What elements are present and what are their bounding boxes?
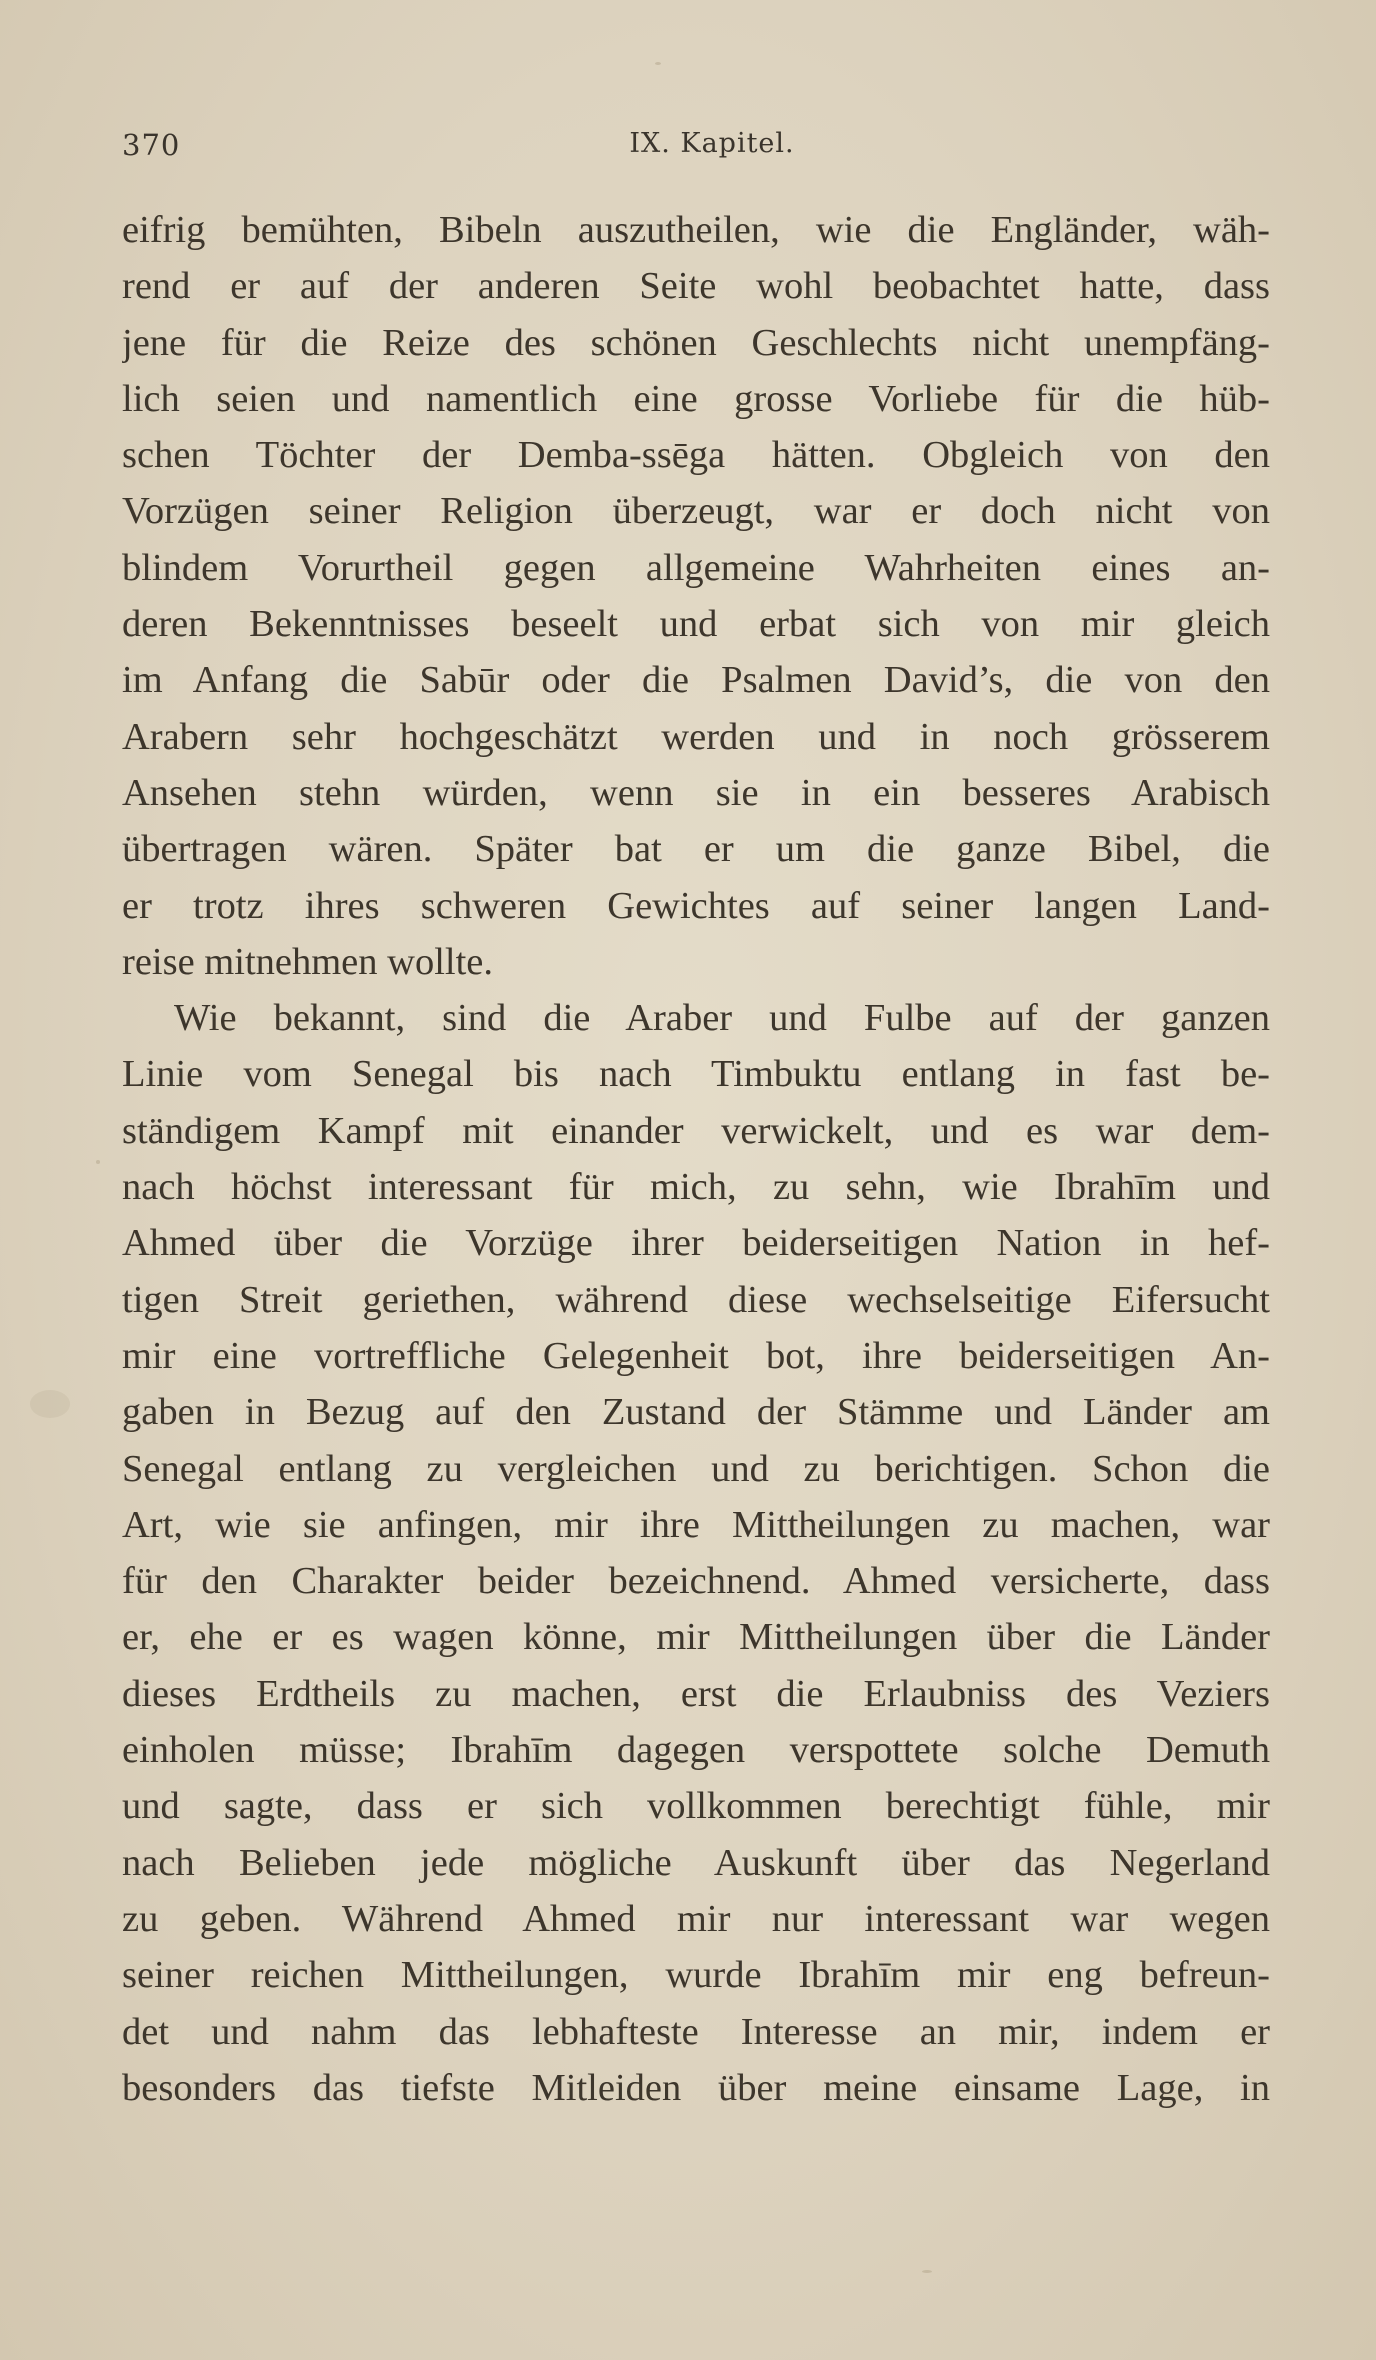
text-line: lich seien und namentlich eine grosse Vorliebe für die hüb- [122,377,1270,420]
text-line: seiner reichen Mittheilungen, wurde Ibrahīm mir eng befreun- [122,1954,1270,1997]
text-line: Linie vom Senegal bis nach Timbuktu entlang in fast be- [122,1053,1270,1096]
text-line: dieses Erdtheils zu machen, erst die Erlaubniss des Veziers [122,1672,1270,1715]
text-line: er, ehe er es wagen könne, mir Mittheilungen über die Länder [122,1616,1270,1659]
text-line: für den Charakter beider bezeichnend. Ahmed versicherte, dass [122,1560,1270,1603]
text-line: rend er auf der anderen Seite wohl beobachtet hatte, dass [122,265,1270,308]
text-line: jene für die Reize des schönen Geschlechts nicht unempfäng- [122,321,1270,364]
text-line: im Anfang die Sabūr oder die Psalmen David’s, die von den [122,659,1270,702]
text-line: Arabern sehr hochgeschätzt werden und in noch grösserem [122,715,1270,758]
text-line: Senegal entlang zu vergleichen und zu berichtigen. Schon die [122,1447,1270,1490]
text-line: gaben in Bezug auf den Zustand der Stämme und Länder am [122,1391,1270,1434]
text-line: Art, wie sie anfingen, mir ihre Mittheilungen zu machen, war [122,1503,1270,1546]
text-line: besonders das tiefste Mitleiden über meine einsame Lage, in [122,2066,1270,2109]
text-line: übertragen wären. Später bat er um die ganze Bibel, die [122,828,1270,871]
text-line: blindem Vorurtheil gegen allgemeine Wahrheiten eines an- [122,546,1270,589]
text-line: det und nahm das lebhafteste Interesse an mir, indem er [122,2010,1270,2053]
text-line: und sagte, dass er sich vollkommen berechtigt fühle, mir [122,1785,1270,1828]
text-line: ständigem Kampf mit einander verwickelt, und es war dem- [122,1109,1270,1152]
page-number: 370 [122,128,181,162]
paper-speck [30,1390,70,1418]
text-line: reise mitnehmen wollte. [122,940,493,983]
running-head [122,128,1272,168]
text-line: nach höchst interessant für mich, zu sehn, wie Ibrahīm und [122,1166,1270,1209]
body-text [122,202,1270,2116]
paper-speck [96,1160,100,1164]
text-line: tigen Streit geriethen, während diese wechselseitige Eifersucht [122,1278,1270,1321]
text-line: nach Belieben jede mögliche Auskunft über das Negerland [122,1841,1270,1884]
chapter-title: IX. Kapitel. [629,128,795,159]
paper-speck [922,2270,932,2273]
text-line: Ahmed über die Vorzüge ihrer beiderseitigen Nation in hef- [122,1222,1270,1265]
paper-speck [655,62,661,65]
text-line: Wie bekannt, sind die Araber und Fulbe auf der ganzen [174,997,1270,1040]
text-line: einholen müsse; Ibrahīm dagegen verspottete solche Demuth [122,1729,1270,1772]
text-line: deren Bekenntnisses beseelt und erbat sich von mir gleich [122,603,1270,646]
text-line: zu geben. Während Ahmed mir nur interessant war wegen [122,1897,1270,1940]
text-line: Ansehen stehn würden, wenn sie in ein besseres Arabisch [122,771,1270,814]
text-line: mir eine vortreffliche Gelegenheit bot, ihre beiderseitigen An- [122,1334,1270,1377]
text-line: er trotz ihres schweren Gewichtes auf seiner langen Land- [122,884,1270,927]
text-line: schen Töchter der Demba-ssēga hätten. Obgleich von den [122,434,1270,477]
text-line: Vorzügen seiner Religion überzeugt, war er doch nicht von [122,490,1270,533]
text-line: eifrig bemühten, Bibeln auszutheilen, wie die Engländer, wäh- [122,209,1270,251]
